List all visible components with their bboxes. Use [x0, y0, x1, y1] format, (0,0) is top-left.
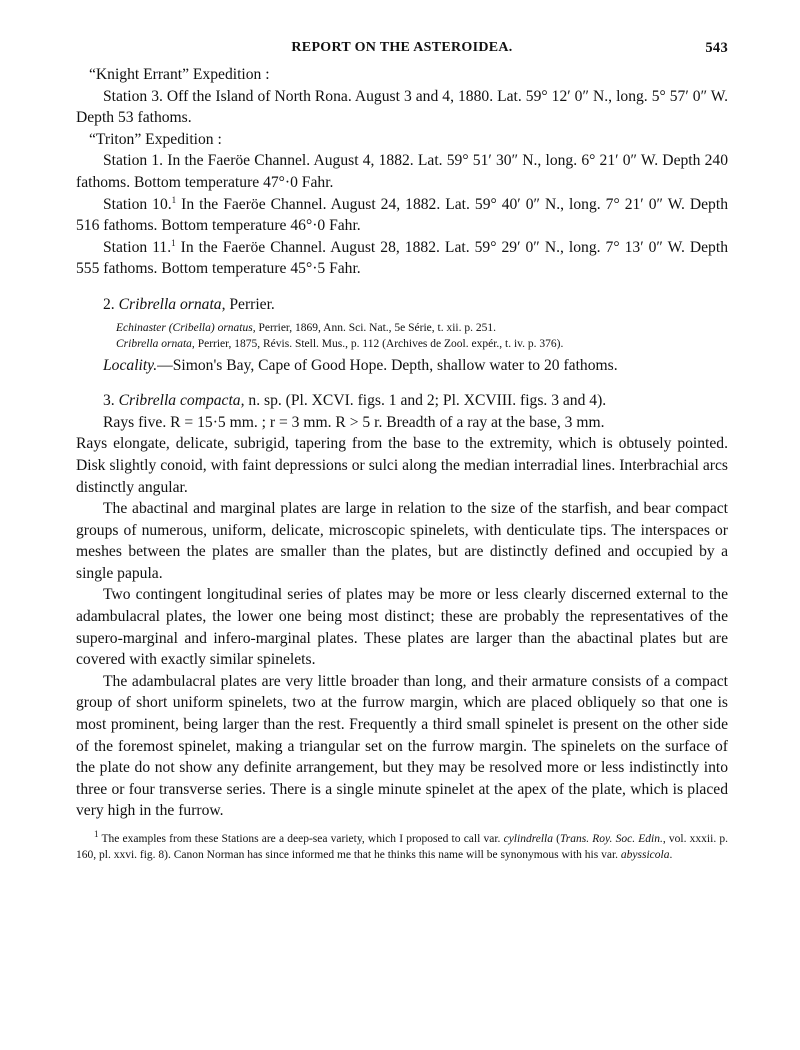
- page: [76, 40, 728, 863]
- species-heading: [76, 390, 728, 412]
- synonym-name: Echinaster (Cribella) ornatus,: [116, 321, 256, 334]
- footnote-var-name: cylindrella: [503, 833, 553, 845]
- footnote-text: (: [553, 833, 561, 845]
- footnote-marker: 1: [171, 237, 176, 248]
- paragraph-rays: Rays elongate, delicate, subrigid, tapering from the base to the extremity, which is obtusely pointed. Disk slightly conoid, with faint depressions or sulci along the median interradial lines. Interbrachial arcs distinctly angular.: [76, 435, 728, 496]
- footnote-marker: 1: [94, 829, 99, 840]
- expedition-title-knight-errant: “Knight Errant” Expedition :: [89, 66, 270, 83]
- station-text: In the Faeröe Channel. August 28, 1882. Lat. 59° 29′ 0″ N., long. 7° 13′ 0″ W. Depth 555 fathoms. Bottom temperature 45°·5 Fahr.: [76, 238, 728, 278]
- paragraph-series: Two contingent longitudinal series of plates may be more or less clearly discerned external to the adambulacral plates, the lower one being most distinct; these are probably the representatives of the supero-marginal and infero-marginal plates. These plates are larger than the abactinal plates but are covered with exactly similar spinelets.: [76, 586, 728, 669]
- running-title: REPORT ON THE ASTEROIDEA.: [291, 40, 513, 55]
- station-text: In the Faeröe Channel. August 24, 1882. Lat. 59° 40′ 0″ N., long. 7° 21′ 0″ W. Depth 516 fathoms. Bottom temperature 46°·0 Fahr.: [76, 195, 728, 235]
- paragraph-abactinal: The abactinal and marginal plates are large in relation to the size of the starfish, and bear compact groups of numerous, uniform, delicate, microscopic spinelets, with denticulate tips. The interspaces or meshes between the plates are smaller than the plates, but are distinctly defined and occupied by a single papula.: [76, 500, 728, 582]
- station-label: Station 10.: [103, 195, 172, 213]
- station-entry: Station 1. In the Faeröe Channel. August 4, 1882. Lat. 59° 51′ 30″ N., long. 6° 21′ 0″ W. Depth 240 fathoms. Bottom temperature 47°·0 Fahr.: [76, 152, 728, 191]
- locality-text: —Simon's Bay, Cape of Good Hope. Depth, shallow water to 20 fathoms.: [157, 356, 618, 374]
- footnote-text: , vol. xxxii. p. 160, pl. xxvi. fig. 8). Canon Norman has since informed me that he thinks this name will be synonymous with his var.: [76, 833, 728, 861]
- footnote-journal: Trans. Roy. Soc. Edin.: [560, 833, 663, 845]
- locality: [76, 355, 728, 377]
- synonym-name: Cribrella ornata,: [116, 337, 195, 350]
- footnote-var-name: abyssicola: [620, 849, 670, 861]
- page-body: [76, 64, 728, 863]
- locality-label: Locality.: [103, 356, 158, 374]
- paragraph-adambulacral: The adambulacral plates are very little broader than long, and their armature consists of a compact group of short uniform spinelets, two at the furrow margin, which are placed obliquely so that one is most prominent, being larger than the rest. Frequently a third small spinelet is present on the other side of the foremost spinelet, making a triangular set on the furrow margin. The spinelets on the surface of the plate do not show any definite arrangement, but they may be resolved more or less indistinctly into three or four transverse series. There is a single minute spinelet at the apex of the plate, which is placed very high in the furrow.: [76, 672, 728, 820]
- synonym-reference: Perrier, 1869, Ann. Sci. Nat., 5e Série, t. xii. p. 251.: [255, 321, 496, 334]
- species-name: Cribrella ornata,: [118, 295, 226, 313]
- footnote-marker: 1: [171, 194, 177, 205]
- page-number: 543: [705, 40, 728, 56]
- station-entry: [76, 237, 728, 280]
- expedition-title-triton: “Triton” Expedition :: [89, 130, 222, 148]
- species-number: 2.: [103, 295, 115, 313]
- species-name: Cribrella compacta,: [118, 392, 245, 410]
- station-label: Station 11.: [103, 238, 172, 256]
- paragraph-dimensions: Rays five. R = 15·5 mm. ; r = 3 mm. R > 5 r. Breadth of a ray at the base, 3 mm.: [103, 413, 605, 431]
- synonym-reference: Perrier, 1875, Révis. Stell. Mus., p. 112 (Archives de Zool. expér., t. iv. p. 376).: [194, 337, 564, 350]
- species-number: 3.: [103, 392, 115, 410]
- species-plates: n. sp. (Pl. XCVI. figs. 1 and 2; Pl. XCVIII. figs. 3 and 4).: [244, 392, 607, 410]
- footnote: [76, 831, 728, 863]
- footnote-text: .: [669, 849, 673, 861]
- station-entry: Station 3. Off the Island of North Rona. August 3 and 4, 1880. Lat. 59° 12′ 0″ N., long. 5° 57′ 0″ W. Depth 53 fathoms.: [76, 87, 728, 127]
- station-entry: [76, 194, 728, 237]
- synonym-entry: [76, 336, 728, 352]
- synonym-entry: [76, 320, 728, 336]
- species-author: Perrier.: [225, 295, 275, 313]
- species-heading: [76, 294, 728, 316]
- page-header: [76, 40, 728, 64]
- footnote-text: The examples from these Stations are a deep-sea variety, which I proposed to call var.: [98, 833, 504, 845]
